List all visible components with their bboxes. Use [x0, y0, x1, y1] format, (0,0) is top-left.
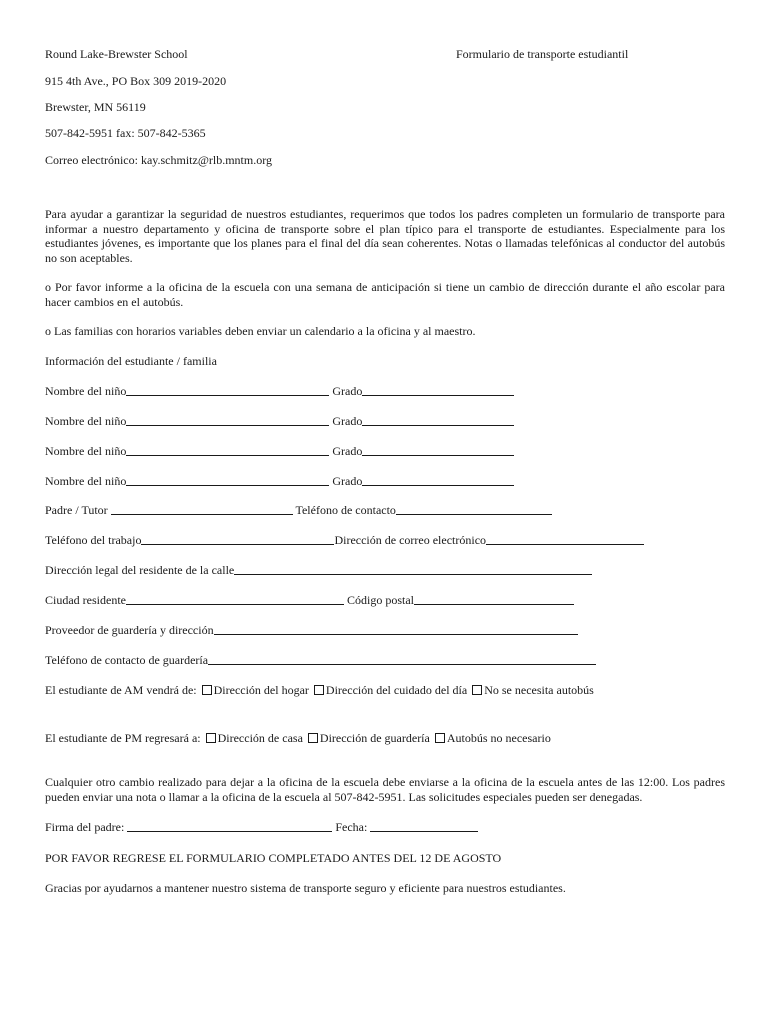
city-label: Ciudad residente [45, 593, 126, 607]
work-row [45, 533, 644, 547]
city-line: Brewster, MN 56119 [45, 100, 146, 114]
am-daycare-checkbox[interactable] [314, 685, 324, 695]
pm-label: El estudiante de PM regresará a: [45, 731, 201, 745]
zip-label: Código postal [346, 593, 414, 607]
school-name: Round Lake-Brewster School [45, 47, 188, 61]
child-name-field[interactable] [126, 414, 329, 426]
city-field[interactable] [126, 593, 344, 605]
daycare-phone-row [45, 653, 596, 667]
daycare-label: Proveedor de guardería y dirección [45, 623, 214, 637]
child-name-label: Nombre del niño [45, 444, 127, 458]
pm-option-daycare: Dirección de guardería [319, 731, 430, 745]
email-field[interactable] [486, 533, 644, 545]
am-option-home: Dirección del hogar [213, 683, 309, 697]
date-field[interactable] [370, 820, 478, 832]
return-notice: POR FAVOR REGRESE EL FORMULARIO COMPLETADO ANTES DEL 12 DE AGOSTO [45, 851, 502, 865]
grade-label: Grado [332, 414, 363, 428]
child-name-label: Nombre del niño [45, 474, 127, 488]
am-no-bus-checkbox[interactable] [472, 685, 482, 695]
note-address-change: o Por favor informe a la oficina de la escuela con una semana de anticipación si tiene un cambio de dirección durante el año escolar para hacer cambios en el autobús. [45, 280, 725, 309]
child-row-4 [45, 474, 514, 488]
pm-row [45, 731, 551, 745]
child-name-label: Nombre del niño [45, 414, 127, 428]
am-label: El estudiante de AM vendrá de: [45, 683, 197, 697]
street-row [45, 563, 592, 577]
changes-paragraph: Cualquier otro cambio realizado para dejar a la oficina de la escuela debe enviarse a la oficina de la escuela antes de las 12:00. Los padres pueden enviar una nota o llamar a la oficina de la escuela al 507-842-5951. Las solicitudes especiales pueden ser denegadas. [45, 775, 725, 804]
email-label: Dirección de correo electrónico [334, 533, 487, 547]
daycare-row [45, 623, 578, 637]
child-row-3 [45, 444, 514, 458]
phone-line: 507-842-5951 fax: 507-842-5365 [45, 126, 206, 140]
contact-phone-field[interactable] [396, 503, 552, 515]
section-title: Información del estudiante / familia [45, 354, 217, 368]
grade-field[interactable] [362, 384, 514, 396]
thanks-line: Gracias por ayudarnos a mantener nuestro sistema de transporte seguro y eficiente para nuestros estudiantes. [45, 881, 566, 895]
grade-label: Grado [332, 444, 363, 458]
intro-paragraph: Para ayudar a garantizar la seguridad de nuestros estudiantes, requerimos que todos los padres completen un formulario de transporte para informar a nuestro departamento y oficina de transporte sobre el plan típico para el transporte de estudiantes. Especialmente para los estudiantes jóvenes, es importante que los planes para el final del día sean coherentes. Notas o llamadas telefónicas al conductor del autobús no son aceptables. [45, 207, 725, 265]
grade-label: Grado [332, 384, 363, 398]
contact-phone-label: Teléfono de contacto [295, 503, 396, 517]
daycare-phone-field[interactable] [208, 653, 596, 665]
pm-daycare-checkbox[interactable] [308, 733, 318, 743]
am-option-daycare: Dirección del cuidado del día [325, 683, 468, 697]
child-row-2 [45, 414, 514, 428]
daycare-field[interactable] [214, 623, 578, 635]
work-phone-field[interactable] [141, 533, 334, 545]
grade-field[interactable] [362, 414, 514, 426]
parent-field[interactable] [111, 503, 293, 515]
child-name-label: Nombre del niño [45, 384, 127, 398]
parent-label: Padre / Tutor [45, 503, 108, 517]
pm-option-home: Dirección de casa [217, 731, 303, 745]
grade-field[interactable] [362, 474, 514, 486]
address-line: 915 4th Ave., PO Box 309 2019-2020 [45, 74, 227, 88]
grade-field[interactable] [362, 444, 514, 456]
signature-row [45, 820, 478, 834]
parent-row [45, 503, 552, 517]
pm-no-bus-checkbox[interactable] [435, 733, 445, 743]
signature-field[interactable] [127, 820, 332, 832]
am-row [45, 683, 594, 697]
grade-label: Grado [332, 474, 363, 488]
child-row-1 [45, 384, 514, 398]
child-name-field[interactable] [126, 444, 329, 456]
am-home-checkbox[interactable] [202, 685, 212, 695]
form-title: Formulario de transporte estudiantil [456, 47, 629, 61]
pm-home-checkbox[interactable] [206, 733, 216, 743]
email-line: Correo electrónico: kay.schmitz@rlb.mntm.org [45, 153, 272, 167]
daycare-phone-label: Teléfono de contacto de guardería [45, 653, 209, 667]
pm-option-no-bus: Autobús no necesario [446, 731, 551, 745]
work-phone-label: Teléfono del trabajo [45, 533, 142, 547]
street-label: Dirección legal del residente de la calle [45, 563, 235, 577]
zip-field[interactable] [414, 593, 574, 605]
signature-label: Firma del padre: [45, 820, 125, 834]
child-name-field[interactable] [126, 474, 329, 486]
note-variable-schedules: o Las familias con horarios variables deben enviar un calendario a la oficina y al maestro. [45, 324, 476, 338]
am-option-no-bus: No se necesita autobús [484, 683, 594, 697]
date-label: Fecha: [335, 820, 368, 834]
child-name-field[interactable] [126, 384, 329, 396]
street-field[interactable] [234, 563, 592, 575]
city-row [45, 593, 574, 607]
